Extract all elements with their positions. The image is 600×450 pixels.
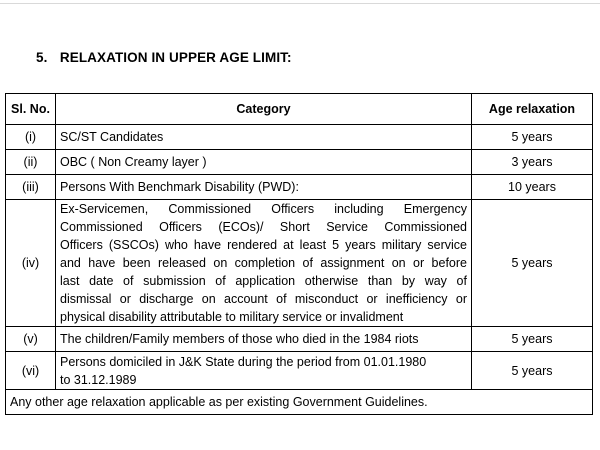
row-category: Persons With Benchmark Disability (PWD): bbox=[56, 175, 472, 200]
table-row bbox=[6, 175, 593, 200]
category-line: and have been released on completion of assignment on or before bbox=[60, 256, 467, 270]
row-sl-no: (v) bbox=[6, 327, 56, 352]
table-row bbox=[6, 150, 593, 175]
row-age-relaxation: 5 years bbox=[472, 327, 593, 352]
category-line: Persons domiciled in J&K State during the period from 01.01.1980 bbox=[60, 354, 427, 369]
row-category bbox=[56, 352, 472, 390]
row-category: SC/ST Candidates bbox=[56, 125, 472, 150]
category-line: last date of submission of application otherwise than by way of bbox=[60, 274, 467, 288]
header-sl-no: Sl. No. bbox=[6, 94, 56, 125]
category-line: dismissal or discharge on account of misconduct or inefficiency or bbox=[60, 292, 467, 306]
row-category bbox=[56, 200, 472, 327]
row-sl-no: (vi) bbox=[6, 352, 56, 390]
section-number: 5. bbox=[36, 50, 48, 65]
category-line: Commissioned Officers (ECOs)/ Short Service Commissioned bbox=[60, 220, 467, 234]
category-line: Officers (SSCOs) who have rendered at least 5 years military service bbox=[60, 238, 467, 252]
section-title: RELAXATION IN UPPER AGE LIMIT: bbox=[59, 50, 292, 65]
row-age-relaxation: 10 years bbox=[472, 175, 593, 200]
table-row bbox=[6, 200, 593, 327]
row-sl-no: (i) bbox=[6, 125, 56, 150]
top-divider bbox=[0, 3, 600, 4]
row-sl-no: (ii) bbox=[6, 150, 56, 175]
header-category: Category bbox=[56, 94, 472, 125]
row-age-relaxation: 5 years bbox=[472, 352, 593, 390]
row-sl-no: (iii) bbox=[6, 175, 56, 200]
footer-note: Any other age relaxation applicable as per existing Government Guidelines. bbox=[6, 390, 593, 415]
row-age-relaxation: 3 years bbox=[472, 150, 593, 175]
category-line: Ex-Servicemen, Commissioned Officers including Emergency bbox=[60, 202, 467, 216]
header-age-relaxation: Age relaxation bbox=[472, 94, 593, 125]
table-row bbox=[6, 327, 593, 352]
row-category: OBC ( Non Creamy layer ) bbox=[56, 150, 472, 175]
category-line: to 31.12.1989 bbox=[60, 372, 137, 387]
row-age-relaxation: 5 years bbox=[472, 200, 593, 327]
table-header-row bbox=[6, 94, 593, 125]
category-line: physical disability attributable to military service or invalidment bbox=[60, 310, 404, 324]
row-sl-no: (iv) bbox=[6, 200, 56, 327]
age-relaxation-table bbox=[5, 93, 593, 415]
section-heading bbox=[36, 50, 292, 65]
table-footer-row bbox=[6, 390, 593, 415]
table-row bbox=[6, 125, 593, 150]
row-age-relaxation: 5 years bbox=[472, 125, 593, 150]
row-category: The children/Family members of those who died in the 1984 riots bbox=[56, 327, 472, 352]
table-row bbox=[6, 352, 593, 390]
